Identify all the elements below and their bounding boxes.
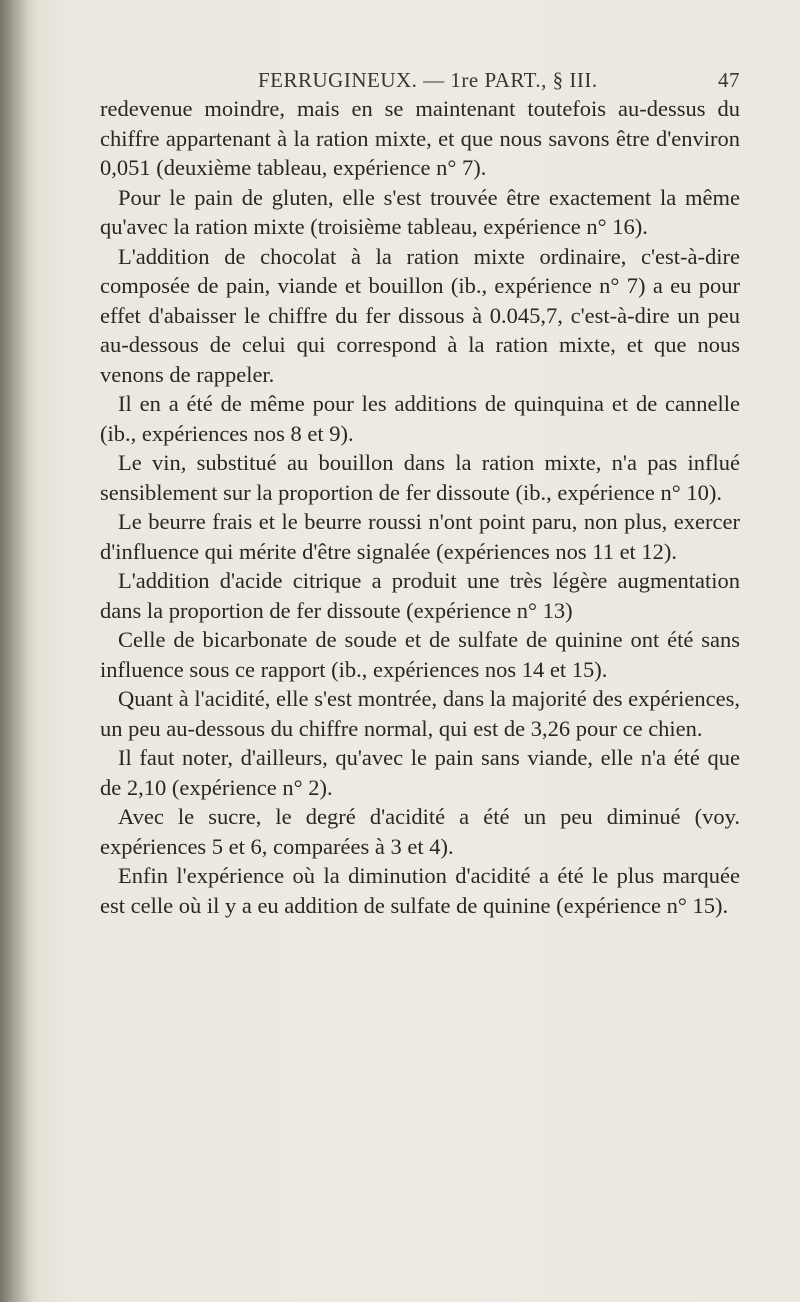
paragraph: redevenue moindre, mais en se maintenant toutefois au-dessus du chiffre appartenant à la ration mixte, et que nous savons être d'environ 0,051 (deuxième tableau, expérience n° 7). xyxy=(100,96,740,180)
paragraph: Celle de bicarbonate de soude et de sulfate de quinine ont été sans influence sous ce rapport (ib., expériences nos 14 et 15). xyxy=(100,627,740,682)
paragraph: L'addition d'acide citrique a produit une très légère augmentation dans la proportion de fer dissoute (expérience n° 13) xyxy=(100,568,740,623)
page-gutter-shadow xyxy=(0,0,40,1302)
paragraph: Il faut noter, d'ailleurs, qu'avec le pain sans viande, elle n'a été que de 2,10 (expérience n° 2). xyxy=(100,745,740,800)
paragraph: Quant à l'acidité, elle s'est montrée, dans la majorité des expériences, un peu au-dessous du chiffre normal, qui est de 3,26 pour ce chien. xyxy=(100,686,740,741)
page-number: 47 xyxy=(718,68,740,92)
paragraph: Le vin, substitué au bouillon dans la ration mixte, n'a pas influé sensiblement sur la proportion de fer dissoute (ib., expérience n° 10). xyxy=(100,450,740,505)
paragraph: Enfin l'expérience où la diminution d'acidité a été le plus marquée est celle où il y a eu addition de sulfate de quinine (expérience n° 15). xyxy=(100,863,740,918)
running-head xyxy=(258,68,740,94)
paragraph: Pour le pain de gluten, elle s'est trouvée être exactement la même qu'avec la ration mixte (troisième tableau, expérience n° 16). xyxy=(100,184,740,239)
paragraph: L'addition de chocolat à la ration mixte ordinaire, c'est-à-dire composée de pain, viande et bouillon (ib., expérience n° 7) a eu pour effet d'abaisser le chiffre du fer dissous à 0.045,7, c'est-à-dire un peu au-dessous de celui qui correspond à la ration mixte, et que nous venons de rappeler. xyxy=(100,243,740,387)
paragraph: Avec le sucre, le degré d'acidité a été un peu diminué (voy. expériences 5 et 6, comparées à 3 et 4). xyxy=(100,804,740,859)
running-head-title: FERRUGINEUX. — 1re PART., § III. xyxy=(258,68,598,92)
body-text xyxy=(100,94,740,920)
paragraph: Le beurre frais et le beurre roussi n'ont point paru, non plus, exercer d'influence qui mérite d'être signalée (expériences nos 11 et 12). xyxy=(100,509,740,564)
paragraph: Il en a été de même pour les additions de quinquina et de cannelle (ib., expériences nos 8 et 9). xyxy=(100,391,740,446)
